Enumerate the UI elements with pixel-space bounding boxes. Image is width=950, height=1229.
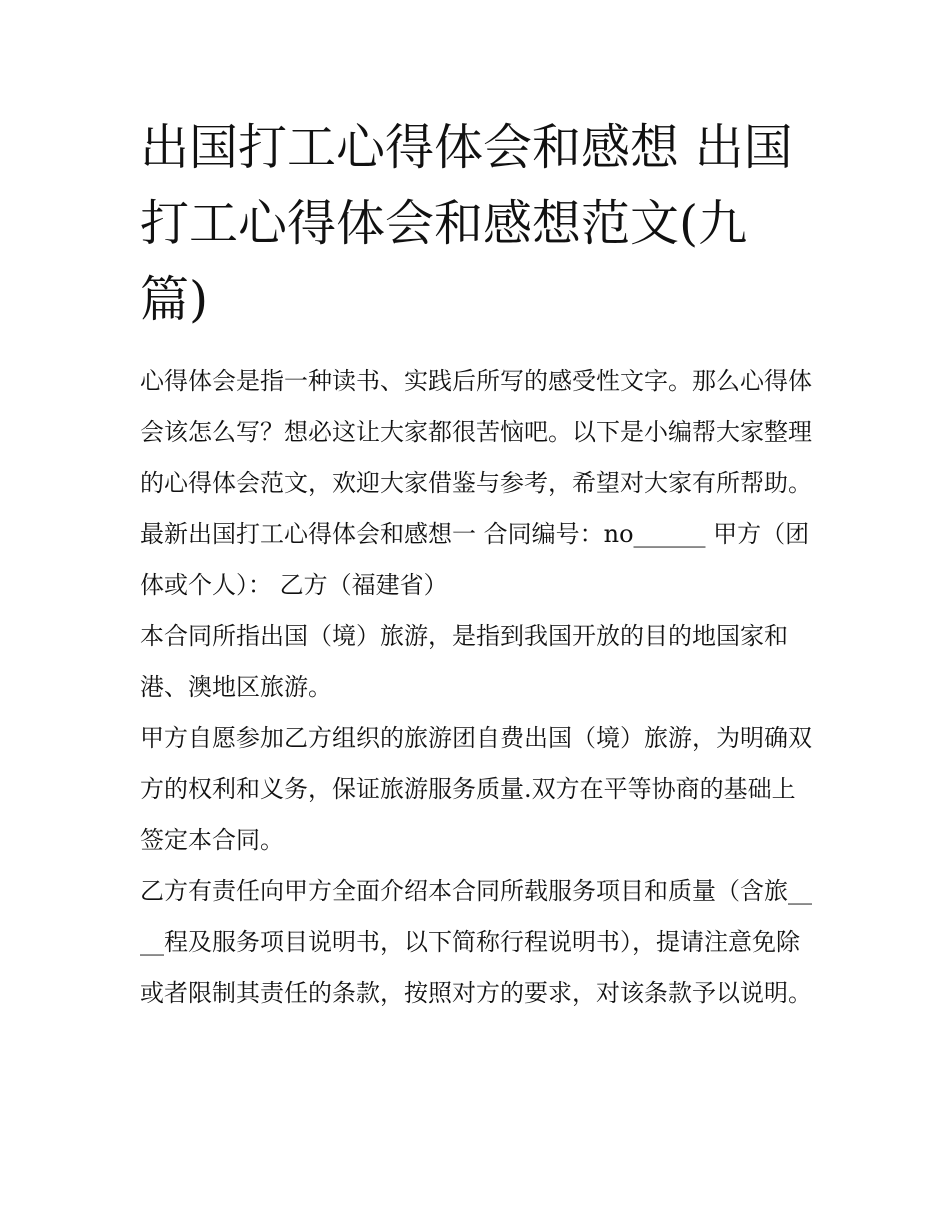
paragraph-definition: 本合同所指出国（境）旅游，是指到我国开放的目的地国家和港、澳地区旅游。 bbox=[140, 622, 788, 701]
document-title: 出国打工心得体会和感想 出国打工心得体会和感想范文(九篇) bbox=[140, 119, 793, 328]
paragraph-contract-header: 最新出国打工心得体会和感想一 合同编号：no______ 甲方（团体或个人）： 乙方（福建省） bbox=[140, 520, 810, 599]
paragraph-responsibility: 乙方有责任向甲方全面介绍本合同所载服务项目和质量（含旅____程及服务项目说明书，以下简称行程说明书），提请注意免除或者限制其责任的条款，按照对方的要求，对该条款予以说明。 bbox=[140, 877, 812, 1007]
paragraph-agreement: 甲方自愿参加乙方组织的旅游团自费出国（境）旅游，为明确双方的权利和义务，保证旅游服务质量.双方在平等协商的基础上签定本合同。 bbox=[140, 724, 812, 854]
paragraph-intro: 心得体会是指一种读书、实践后所写的感受性文字。那么心得体会该怎么写？想必这让大家都很苦恼吧。以下是小编帮大家整理的心得体会范文，欢迎大家借鉴与参考，希望对大家有所帮助。 bbox=[140, 367, 812, 497]
document-body bbox=[140, 110, 812, 1019]
